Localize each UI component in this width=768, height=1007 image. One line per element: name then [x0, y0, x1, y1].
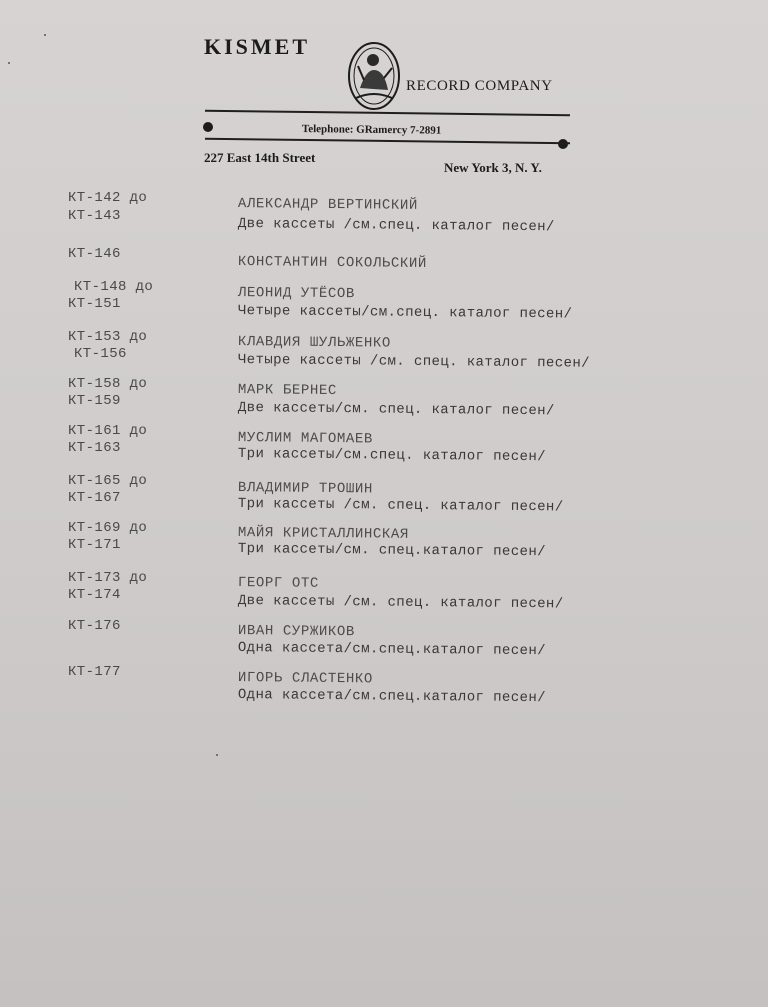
cassette-description: Четыре кассеты /см. спец. каталог песен/	[237, 352, 591, 372]
artist-name: ИГОРЬ СЛАСТЕНКО	[237, 670, 374, 688]
catalog-code: КТ-143	[68, 208, 121, 224]
artist-name: ИВАН СУРЖИКОВ	[237, 623, 356, 641]
paper-speck	[8, 62, 10, 64]
artist-name: ГЕОРГ ОТС	[237, 575, 320, 592]
catalog-code: КТ-167	[68, 490, 121, 506]
cassette-description: Две кассеты/см. спец. каталог песен/	[237, 400, 555, 420]
artist-name: ЛЕОНИД УТЁСОВ	[237, 285, 356, 303]
artist-name: АЛЕКСАНДР ВЕРТИНСКИЙ	[237, 196, 419, 214]
cassette-description: Две кассеты /см.спец. каталог песен/	[237, 216, 555, 236]
catalog-code: КТ-156	[74, 346, 127, 362]
artist-name: КЛАВДИЯ ШУЛЬЖЕНКО	[237, 334, 392, 352]
cassette-description: Четыре кассеты/см.спец. каталог песен/	[237, 303, 573, 323]
catalog-code: КТ-146	[68, 246, 121, 262]
telephone-line: Telephone: GRamercy 7-2891	[301, 123, 442, 137]
catalog-code: КТ-161 до	[68, 423, 148, 439]
cassette-description: Три кассеты /см. спец. каталог песен/	[237, 496, 564, 516]
catalog-code: КТ-176	[68, 618, 121, 634]
cassette-description: Три кассеты/см.спец. каталог песен/	[237, 446, 547, 466]
catalog-code: КТ-163	[68, 440, 121, 456]
brand-name: KISMET	[204, 34, 311, 59]
artist-name: ВЛАДИМИР ТРОШИН	[237, 480, 374, 498]
paper-speck	[216, 754, 218, 756]
paper-speck	[44, 34, 46, 36]
catalog-code: КТ-171	[68, 537, 121, 553]
catalog-code: КТ-173 до	[68, 570, 148, 586]
catalog-code: КТ-142 до	[68, 190, 148, 206]
cassette-description: Одна кассета/см.спец.каталог песен/	[237, 640, 547, 660]
catalog-code: КТ-151	[68, 296, 121, 312]
cassette-description: Две кассеты /см. спец. каталог песен/	[237, 593, 564, 613]
catalog-code: КТ-148 до	[74, 279, 154, 295]
catalog-code: КТ-177	[68, 664, 121, 680]
artist-name: МАЙЯ КРИСТАЛЛИНСКАЯ	[237, 525, 410, 543]
city-address: New York 3, N. Y.	[444, 160, 542, 175]
letterhead-rule-bottom	[205, 138, 570, 144]
catalog-code: КТ-174	[68, 587, 121, 603]
kismet-logo-icon	[346, 40, 402, 112]
catalog-code: КТ-158 до	[68, 376, 148, 392]
cassette-description: Три кассеты/см. спец.каталог песен/	[237, 541, 547, 561]
artist-name: МАРК БЕРНЕС	[237, 382, 338, 400]
artist-name: КОНСТАНТИН СОКОЛЬСКИЙ	[237, 254, 428, 272]
catalog-code: КТ-159	[68, 393, 121, 409]
cassette-description: Одна кассета/см.спец.каталог песен/	[237, 687, 547, 707]
catalog-code: КТ-169 до	[68, 520, 148, 536]
street-address: 227 East 14th Street	[204, 150, 316, 165]
catalog-code: КТ-153 до	[68, 329, 148, 345]
artist-name: МУСЛИМ МАГОМАЕВ	[237, 430, 374, 448]
rule-dot-left	[203, 122, 213, 132]
company-name: RECORD COMPANY	[406, 78, 553, 94]
catalog-code: КТ-165 до	[68, 473, 148, 489]
